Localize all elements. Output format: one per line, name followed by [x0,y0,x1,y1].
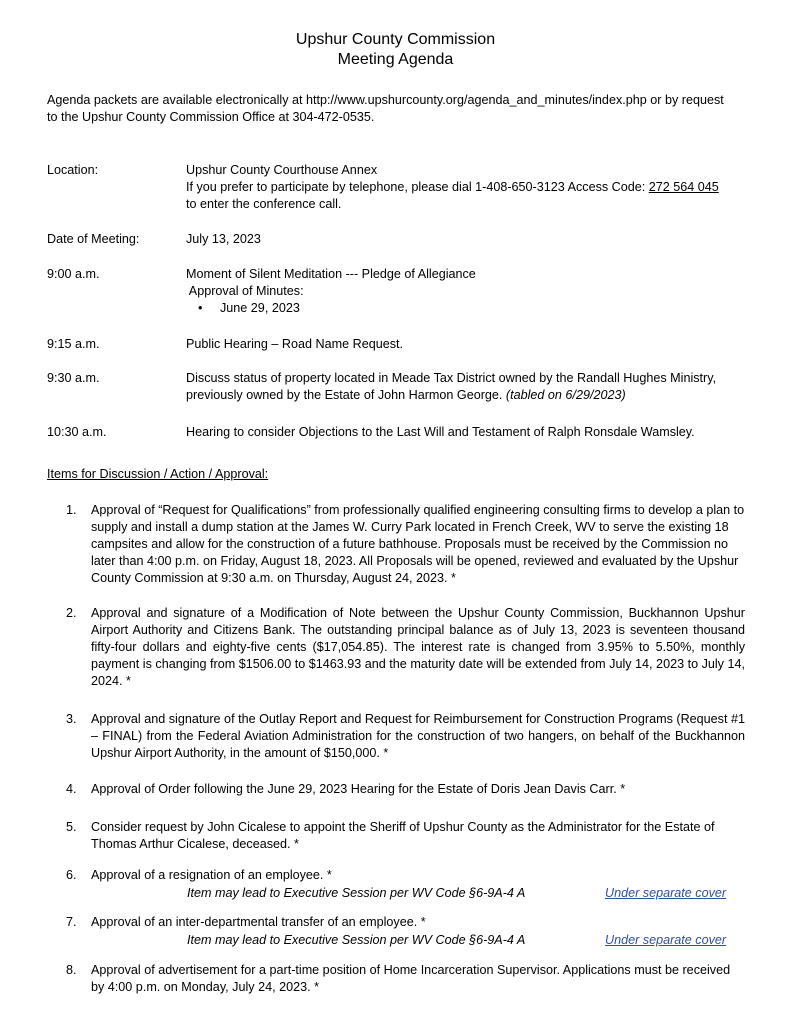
item-text: Approval of a resignation of an employee. * [91,868,332,882]
under-separate-cover-link[interactable]: Under separate cover [605,933,727,947]
note-text: Item may lead to Executive Session per WV Code §6-9A-4 A [187,933,526,947]
note-text: Item may lead to Executive Session per WV Code §6-9A-4 A [187,886,526,900]
schedule-line: Approval of Minutes: [186,284,304,298]
schedule-line: Moment of Silent Meditation --- Pledge of Allegiance [186,267,476,281]
date-value: July 13, 2023 [186,232,261,246]
schedule-text: previously owned by the Estate of John Harmon George. [186,388,506,402]
minutes-bullet [198,300,761,317]
item-number: 8. [66,963,77,977]
location-line-2 [186,179,761,196]
section-heading: Items for Discussion / Action / Approval: [47,467,269,481]
schedule-desc: Hearing to consider Objections to the Last Will and Testament of Ralph Ronsdale Wamsley. [186,425,695,439]
title-line-1: Upshur County Commission [295,31,496,48]
item-text: Approval and signature of the Outlay Report and Request for Reimbursement for Construction Programs (Request #1 – FINAL) from the Federal Aviation Administration for the construction of two hangers, on behalf of the Buckhannon Upshur Airport Authority, in the amount of $150,000. * [91,712,745,760]
location-line-3: to enter the conference call. [186,197,342,211]
dial-in-text: If you prefer to participate by telephone, please dial 1-408-650-3123 Access Code: [186,180,649,194]
item-number: 2. [66,606,77,620]
intro-paragraph [47,92,747,126]
item-text: Approval and signature of a Modification of Note between the Upshur County Commission, Buckhannon Upshur Airport Authority and Citizens Bank. The outstanding principal balance as of July 13, 2023 is seventeen thousand fifty-four dollars and eighty-five cents ($17,054.85). The interest rate is changed from 3.95% to 5.50%, monthly payment is changing from $1506.00 to $1463.93 and the maturity date will be extended from July 14, 2023 to July 14, 2024. * [91,606,745,688]
item-text: Approval of advertisement for a part-time position of Home Incarceration Supervisor. Applications must be received by 4:00 p.m. on Monday, July 24, 2023. * [91,963,731,994]
location-value [186,162,761,213]
location-label: Location: [47,163,99,177]
schedule-time: 9:15 a.m. [47,337,100,351]
date-label: Date of Meeting: [47,232,140,246]
item-text: Approval of “Request for Qualifications” from professionally qualified engineering consulting firms to develop a plan to supply and install a dump station at the James W. Curry Park located in French Creek, WV to serve the existing 18 campsites and allow for the construction of a future bathhouse. Proposals must be received by the Commission no later than 4:00 p.m. on Friday, August 18, 2023. All Proposals will be opened, reviewed and evaluated by the Upshur County Commission at 9:30 a.m. on Thursday, August 24, 2023. * [91,503,745,585]
agenda-title [0,30,791,70]
executive-session-note [187,885,747,902]
schedule-desc [186,266,761,317]
item-text: Approval of an inter-departmental transfer of an employee. * [91,915,426,929]
under-separate-cover-link[interactable]: Under separate cover [605,886,727,900]
schedule-time: 9:00 a.m. [47,267,100,281]
item-number: 7. [66,915,77,929]
schedule-desc [186,370,761,404]
title-line-2: Meeting Agenda [337,51,454,68]
schedule-time: 10:30 a.m. [47,425,107,439]
item-text: Consider request by John Cicalese to appoint the Sheriff of Upshur County as the Administrator for the Estate of Thomas Arthur Cicalese, deceased. * [91,820,715,851]
bullet-icon: • [198,301,203,315]
bullet-text: June 29, 2023 [220,301,300,315]
item-number: 6. [66,868,77,882]
schedule-time: 9:30 a.m. [47,371,100,385]
schedule-desc: Public Hearing – Road Name Request. [186,337,404,351]
access-code: 272 564 045 [648,180,719,194]
item-number: 5. [66,820,77,834]
tabled-note: (tabled on 6/29/2023) [505,388,626,402]
location-line-1: Upshur County Courthouse Annex [186,163,378,177]
intro-line-2: to the Upshur County Commission Office at 304-472-0535. [47,110,375,124]
item-number: 3. [66,712,77,726]
item-number: 4. [66,782,77,796]
schedule-line [186,387,761,404]
item-number: 1. [66,503,77,517]
intro-line-1: Agenda packets are available electronically at http://www.upshurcounty.org/agenda_and_minutes/index.php or by request [47,93,724,107]
schedule-line: Discuss status of property located in Meade Tax District owned by the Randall Hughes Ministry, [186,371,717,385]
executive-session-note [187,932,747,949]
item-text: Approval of Order following the June 29, 2023 Hearing for the Estate of Doris Jean Davis Carr. * [91,782,626,796]
